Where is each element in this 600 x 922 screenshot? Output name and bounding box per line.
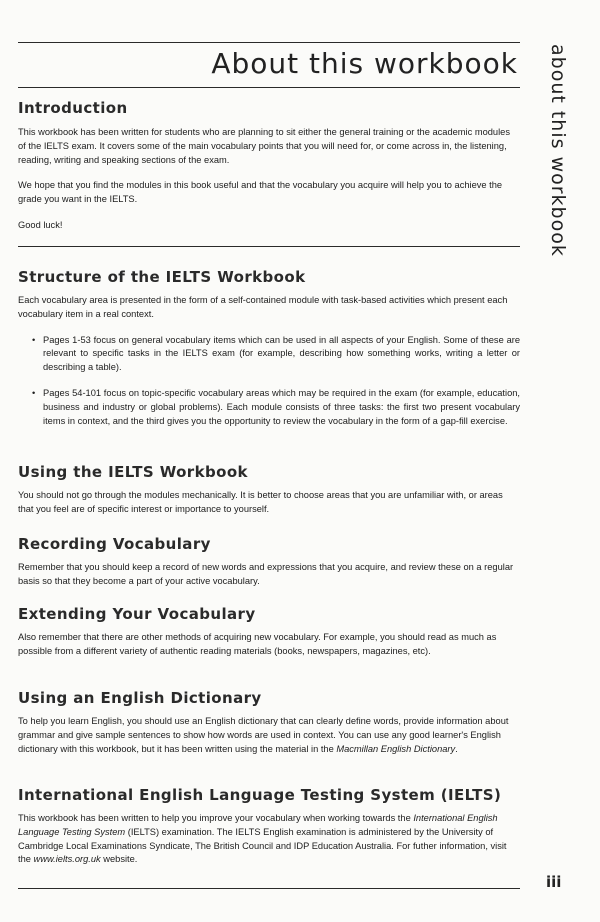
website-link[interactable]: www.ielts.org.uk [33, 854, 101, 865]
paragraph: Each vocabulary area is presented in the form of a self-contained module with task-based activities which present each vocabulary item in a real context. [18, 295, 508, 319]
section-heading: Introduction [18, 99, 128, 117]
introduction-section [18, 99, 520, 233]
page-title: About this workbook [211, 47, 518, 80]
paragraph: Also remember that there are other methods of acquiring new vocabulary. For example, you should read as much as possible from a different variety of authentic reading materials (books, newspapers, magazines, etc). [18, 632, 497, 656]
section-divider [18, 246, 520, 247]
paragraph: You should not go through the modules mechanically. It is better to choose areas that you are unfamiliar with, or areas that you feel are of specific interest or importance to yourself. [18, 490, 503, 514]
extending-section [18, 605, 520, 659]
section-heading: Using the IELTS Workbook [18, 463, 248, 481]
paragraph: This workbook has been written for students who are planning to sit either the general training or the academic modules of the IELTS exam. It covers some of the main vocabulary points that you will need for, or come across in, the listening, reading, writing and speaking sections of the exam. [18, 127, 510, 165]
dictionary-title: Macmillan English Dictionary [336, 743, 456, 754]
dictionary-section [18, 689, 520, 756]
page-number: iii [546, 873, 562, 891]
section-heading: Structure of the IELTS Workbook [18, 268, 306, 286]
section-heading: Extending Your Vocabulary [18, 605, 256, 623]
paragraph: Remember that you should keep a record of new words and expressions that you acquire, and review these on a regular basis so that they become a part of your active vocabulary. [18, 562, 514, 586]
bottom-rule [18, 888, 520, 889]
side-tab-label: about this workbook [547, 44, 569, 257]
text-run: . [455, 743, 458, 754]
bullet-list [32, 334, 520, 429]
structure-section [18, 268, 520, 428]
text-run: (IELTS) examination. The IELTS English examination is administered by the University of Cambridge Local Examinations Syndicate, The British Council and IDP Education Australia. For futher information, visit the [18, 826, 507, 865]
ielts-section [18, 786, 520, 867]
paragraph [18, 715, 520, 756]
paragraph: Good luck! [18, 219, 63, 230]
recording-section [18, 535, 520, 589]
exam-name: International English Language Testing System [18, 813, 498, 837]
text-run: This workbook has been written to help you improve your vocabulary when working towards the [18, 813, 414, 823]
paragraph: We hope that you find the modules in this book useful and that the vocabulary you acquire will help you to achieve the grade you want in the IELTS. [18, 180, 503, 205]
text-run: website. [100, 854, 138, 865]
section-heading: Recording Vocabulary [18, 535, 211, 553]
list-item: • Pages 54-101 focus on topic-specific vocabulary areas which may be required in the exam (for example, education, business and industry or global problems). Each module consists of three tasks: the first two present vocabulary items in context, and the third gives you the opportunity to review the vocabulary in the form of a gap-fill exercise. [32, 387, 520, 428]
paragraph [18, 812, 520, 867]
list-item: • Pages 1-53 focus on general vocabulary items which can be used in all aspects of your English. Some of these are relevant to specific tasks in the IELTS exam (for example, describing how something works, writing a letter or describing a table). [32, 334, 520, 375]
section-heading: International English Language Testing System (IELTS) [18, 786, 502, 804]
top-rule [18, 42, 520, 43]
side-tab [541, 44, 569, 257]
text-run: To help you learn English, you should use an English dictionary that can clearly define words, provide information about grammar and give sample sentences to show how words are used in context. You can use any good learner's English dictionary with this workbook, but it has been written using the material in the [18, 716, 509, 754]
title-rule [18, 87, 520, 88]
section-heading: Using an English Dictionary [18, 689, 262, 707]
using-section [18, 463, 520, 517]
